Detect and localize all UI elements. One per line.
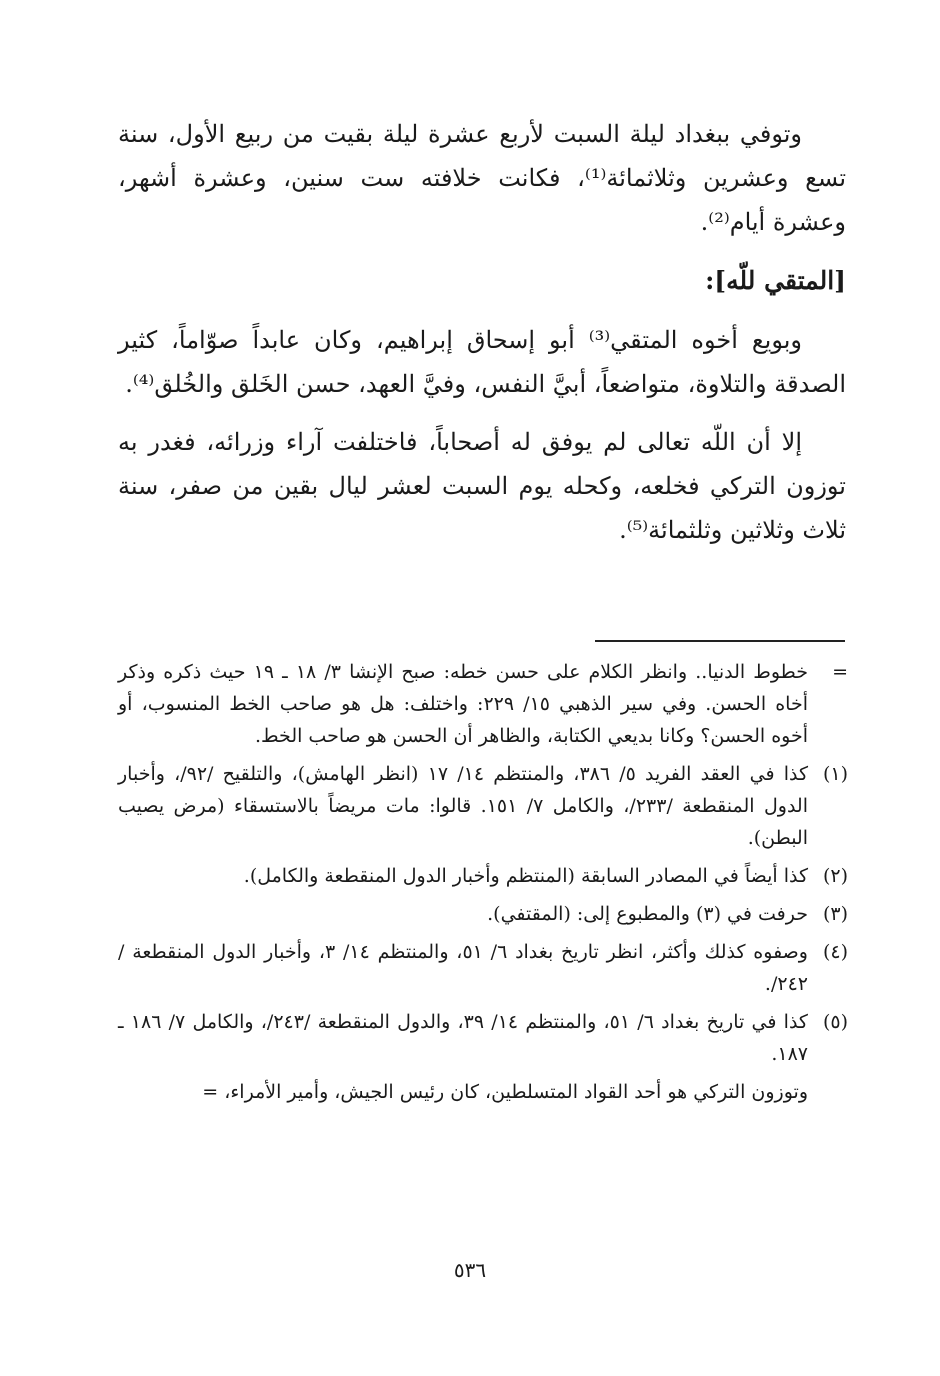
paragraph-allegiance: [118, 318, 846, 406]
footnote-marker: (١): [822, 763, 848, 785]
footnote-marker: (٣): [822, 903, 848, 925]
footnote-text: خطوط الدنيا.. وانظر الكلام على حسن خطه: صبح الإنشا ٣/ ١٨ ـ ١٩ حيث ذكره وذكر أخاه الحسن. وفي سير الذهبي ١٥/ ٢٢٩: واختلف: هل هو صاحب الخط المنسوب، أو أخوه الحسن؟ وكانا بديعي الكتابة، والظاهر أن الحسن هو صاحب الخط.: [118, 661, 808, 747]
footnote-text: وتوزون التركي هو أحد القواد المتسلطين، كان رئيس الجيش، وأمير الأمراء، =: [202, 1081, 808, 1103]
footnote-5: [118, 1006, 848, 1070]
footnote-marker: [808, 1076, 848, 1108]
paragraph-text: وتوفي ببغداد ليلة السبت لأربع عشرة ليلة بقيت من ربيع الأول، سنة تسع وعشرين وثلاثمائة⁽¹⁾، فكانت خلافته ست سنين، وعشرة أشهر، وعشرة أيام⁽²⁾.: [118, 120, 847, 236]
footnote-continued: [118, 656, 848, 752]
footnote-4: [118, 936, 848, 1000]
page-number: ٥٣٦: [453, 1258, 487, 1282]
footnote-marker: =: [832, 661, 848, 683]
footnote-text: كذا أيضاً في المصادر السابقة (المنتظم وأخبار الدول المنقطعة والكامل).: [243, 865, 808, 887]
paragraph-text: وبويع أخوه المتقي⁽³⁾ أبو إسحاق إبراهيم، وكان عابداً صوّاماً، كثير الصدقة والتلاوة، متواضعاً، أبيَّ النفس، وفيَّ العهد، حسن الخَلق والخُلق⁽⁴⁾.: [118, 326, 846, 398]
footnote-text: وصفوه كذلك وأكثر، انظر تاريخ بغداد ٦/ ٥١، والمنتظم ١٤/ ٣، وأخبار الدول المنقطعة /٢٤٢/.: [118, 941, 808, 995]
footnote-marker: (٤): [822, 941, 848, 963]
footnotes: [118, 656, 848, 1114]
paragraph-text: إلا أن اللّه تعالى لم يوفق له أصحاباً، فاختلفت آراء وزرائه، فغدر به توزون التركي فخلعه، وكحله يوم السبت لعشر ليال بقين من صفر، سنة ثلاث وثلاثين وثلثمائة⁽⁵⁾.: [118, 428, 846, 544]
footnote-marker: (٢): [822, 865, 848, 887]
footnote-5-continuation: [118, 1076, 848, 1108]
footnote-3: [118, 898, 848, 930]
paragraph-deposition: [118, 420, 846, 552]
footnote-text: كذا في العقد الفريد ٥/ ٣٨٦، والمنتظم ١٤/ ١٧ (انظر الهامش)، والتلقيح /٩٢/، وأخبار الدول المنقطعة /٢٣٣/، والكامل ٧/ ١٥١. قالوا: مات مريضاً بالاستسقاء (مرض يصيب البطن).: [118, 763, 808, 849]
footnote-divider: [595, 640, 845, 642]
footnote-1: [118, 758, 848, 854]
footnote-2: [118, 860, 848, 892]
footnote-marker: (٥): [822, 1011, 848, 1033]
paragraph-death-of-caliph: [118, 112, 846, 244]
main-text: [118, 112, 846, 552]
footnote-text: كذا في تاريخ بغداد ٦/ ٥١، والمنتظم ١٤/ ٣٩، والدول المنقطعة /٢٤٣/، والكامل ٧/ ١٨٦ ـ ١٨٧.: [118, 1011, 808, 1065]
section-heading-al-muttaqi: [المتقي للّه]:: [705, 266, 846, 295]
footnote-text: حرفت في (٣) والمطبوع إلى: (المقتفي).: [487, 903, 808, 925]
